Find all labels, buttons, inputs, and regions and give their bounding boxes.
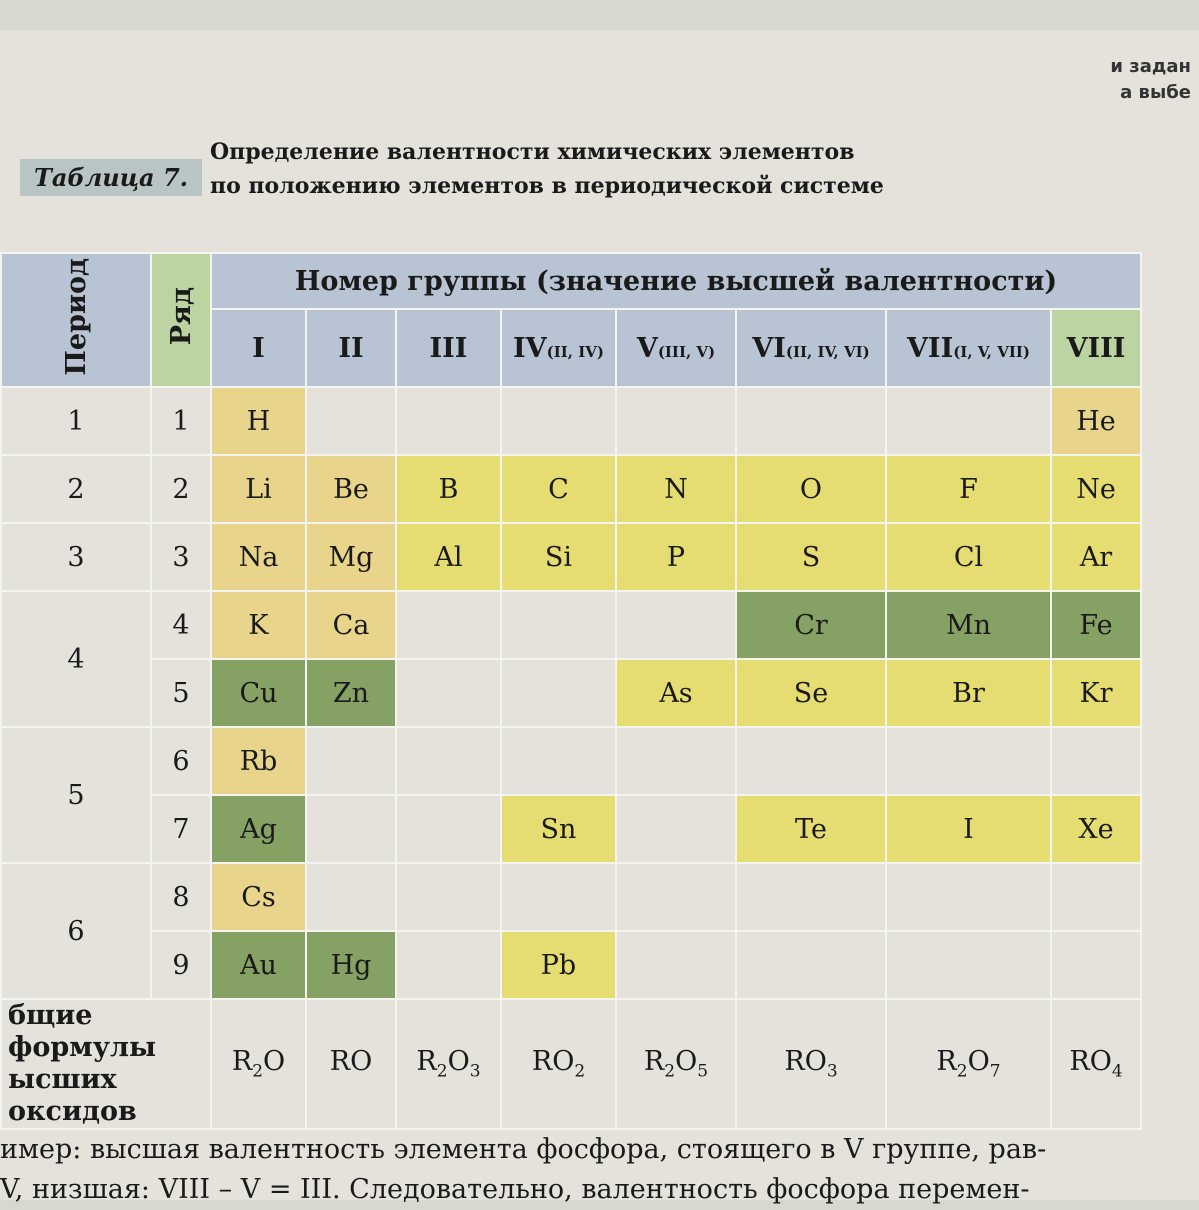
oxide-formula: RO xyxy=(306,999,396,1129)
element-cell: Ag xyxy=(211,795,306,863)
period-cell: 6 xyxy=(1,863,151,999)
element-cell: Br xyxy=(886,659,1051,727)
group-iii: III xyxy=(396,309,501,387)
group-v: V(III, V) xyxy=(616,309,736,387)
element-cell: Be xyxy=(306,455,396,523)
example-note xyxy=(0,1130,1180,1210)
table-row xyxy=(1,795,1141,863)
row-header: Ряд xyxy=(151,253,211,387)
element-cell: He xyxy=(1051,387,1141,455)
element-cell: Mn xyxy=(886,591,1051,659)
textbook-page xyxy=(0,30,1199,1205)
row-number: 8 xyxy=(151,863,211,931)
element-cell xyxy=(1051,727,1141,795)
element-cell: Cl xyxy=(886,523,1051,591)
element-cell xyxy=(501,659,616,727)
element-cell xyxy=(396,387,501,455)
element-cell xyxy=(396,591,501,659)
table-row xyxy=(1,387,1141,455)
element-cell: O xyxy=(736,455,886,523)
element-cell xyxy=(886,727,1051,795)
note-line-2: V, низшая: VIII – V = III. Следовательно, валентность фосфора перемен- xyxy=(0,1174,1030,1205)
group-vii: VII(I, V, VII) xyxy=(886,309,1051,387)
table-row xyxy=(1,455,1141,523)
row-number: 2 xyxy=(151,455,211,523)
period-cell: 4 xyxy=(1,591,151,727)
element-cell: Si xyxy=(501,523,616,591)
element-cell: Rb xyxy=(211,727,306,795)
oxide-formula: $R_2O_7$ xyxy=(886,999,1051,1129)
element-cell xyxy=(306,795,396,863)
row-number: 7 xyxy=(151,795,211,863)
element-cell: Ne xyxy=(1051,455,1141,523)
element-cell: Xe xyxy=(1051,795,1141,863)
element-cell xyxy=(396,863,501,931)
oxide-formula: $R_2O_3$ xyxy=(396,999,501,1129)
element-cell xyxy=(396,795,501,863)
table-header xyxy=(20,135,1120,215)
element-cell xyxy=(736,727,886,795)
element-cell xyxy=(886,863,1051,931)
element-cell xyxy=(886,387,1051,455)
table-row xyxy=(1,591,1141,659)
group-iv: IV(II, IV) xyxy=(501,309,616,387)
element-cell: N xyxy=(616,455,736,523)
element-cell xyxy=(501,863,616,931)
table-row xyxy=(1,727,1141,795)
element-cell xyxy=(616,863,736,931)
element-cell xyxy=(616,387,736,455)
element-cell: Fe xyxy=(1051,591,1141,659)
element-cell xyxy=(396,659,501,727)
element-cell xyxy=(396,727,501,795)
element-cell: Zn xyxy=(306,659,396,727)
table-row xyxy=(1,863,1141,931)
element-cell: P xyxy=(616,523,736,591)
element-cell: Na xyxy=(211,523,306,591)
oxide-formula: $RO_2$ xyxy=(501,999,616,1129)
group-ii: II xyxy=(306,309,396,387)
element-cell xyxy=(616,727,736,795)
period-cell: 3 xyxy=(1,523,151,591)
element-cell xyxy=(306,727,396,795)
period-header: Период xyxy=(1,253,151,387)
element-cell: Hg xyxy=(306,931,396,999)
oxide-formula: $R_2O_5$ xyxy=(616,999,736,1129)
oxide-label: бщие формулы ысших оксидов xyxy=(1,999,211,1129)
element-cell: K xyxy=(211,591,306,659)
element-cell: Te xyxy=(736,795,886,863)
group-i: I xyxy=(211,309,306,387)
element-cell: As xyxy=(616,659,736,727)
element-cell xyxy=(306,863,396,931)
element-cell: H xyxy=(211,387,306,455)
element-cell xyxy=(501,727,616,795)
table-row xyxy=(1,659,1141,727)
element-cell: Ca xyxy=(306,591,396,659)
element-cell: Kr xyxy=(1051,659,1141,727)
group-vi: VI(II, IV, VI) xyxy=(736,309,886,387)
element-cell xyxy=(501,591,616,659)
element-cell: Se xyxy=(736,659,886,727)
table-row xyxy=(1,931,1141,999)
row-number: 3 xyxy=(151,523,211,591)
element-cell xyxy=(1051,863,1141,931)
table-title xyxy=(210,135,1110,203)
element-cell xyxy=(501,387,616,455)
element-cell: F xyxy=(886,455,1051,523)
element-cell xyxy=(736,931,886,999)
table-tag: Таблица 7. xyxy=(20,159,202,196)
element-cell xyxy=(616,591,736,659)
element-cell: B xyxy=(396,455,501,523)
element-cell: Li xyxy=(211,455,306,523)
element-cell: Au xyxy=(211,931,306,999)
corner-line-1: и задан xyxy=(1110,56,1191,77)
page-corner-text xyxy=(1079,30,1199,120)
row-number: 1 xyxy=(151,387,211,455)
element-cell: C xyxy=(501,455,616,523)
element-cell: Mg xyxy=(306,523,396,591)
row-number: 9 xyxy=(151,931,211,999)
note-line-1: имер: высшая валентность элемента фосфора, стоящего в V группе, рав- xyxy=(0,1134,1047,1165)
group-header: Номер группы (значение высшей валентности) xyxy=(211,253,1141,309)
element-cell: Sn xyxy=(501,795,616,863)
element-cell xyxy=(736,863,886,931)
period-cell: 1 xyxy=(1,387,151,455)
period-cell: 5 xyxy=(1,727,151,863)
element-cell xyxy=(616,931,736,999)
oxide-formula: $RO_4$ xyxy=(1051,999,1141,1129)
element-cell: Cr xyxy=(736,591,886,659)
corner-line-2: а выбе xyxy=(1120,82,1191,103)
element-cell xyxy=(616,795,736,863)
element-cell: S xyxy=(736,523,886,591)
element-cell xyxy=(306,387,396,455)
element-cell xyxy=(1051,931,1141,999)
element-cell xyxy=(886,931,1051,999)
title-line-1: Определение валентности химических элементов xyxy=(210,139,855,165)
element-cell xyxy=(396,931,501,999)
oxide-formula: $R_2O$ xyxy=(211,999,306,1129)
element-cell: Cs xyxy=(211,863,306,931)
element-cell xyxy=(736,387,886,455)
element-cell: Al xyxy=(396,523,501,591)
element-cell: Cu xyxy=(211,659,306,727)
element-cell: Pb xyxy=(501,931,616,999)
title-line-2: по положению элементов в периодической системе xyxy=(210,173,884,199)
row-number: 4 xyxy=(151,591,211,659)
table-row xyxy=(1,523,1141,591)
oxide-row xyxy=(1,999,1141,1129)
element-cell: I xyxy=(886,795,1051,863)
oxide-formula: $RO_3$ xyxy=(736,999,886,1129)
row-number: 6 xyxy=(151,727,211,795)
valence-table xyxy=(0,252,1142,1130)
element-cell: Ar xyxy=(1051,523,1141,591)
group-viii: VIII xyxy=(1051,309,1141,387)
period-cell: 2 xyxy=(1,455,151,523)
row-number: 5 xyxy=(151,659,211,727)
